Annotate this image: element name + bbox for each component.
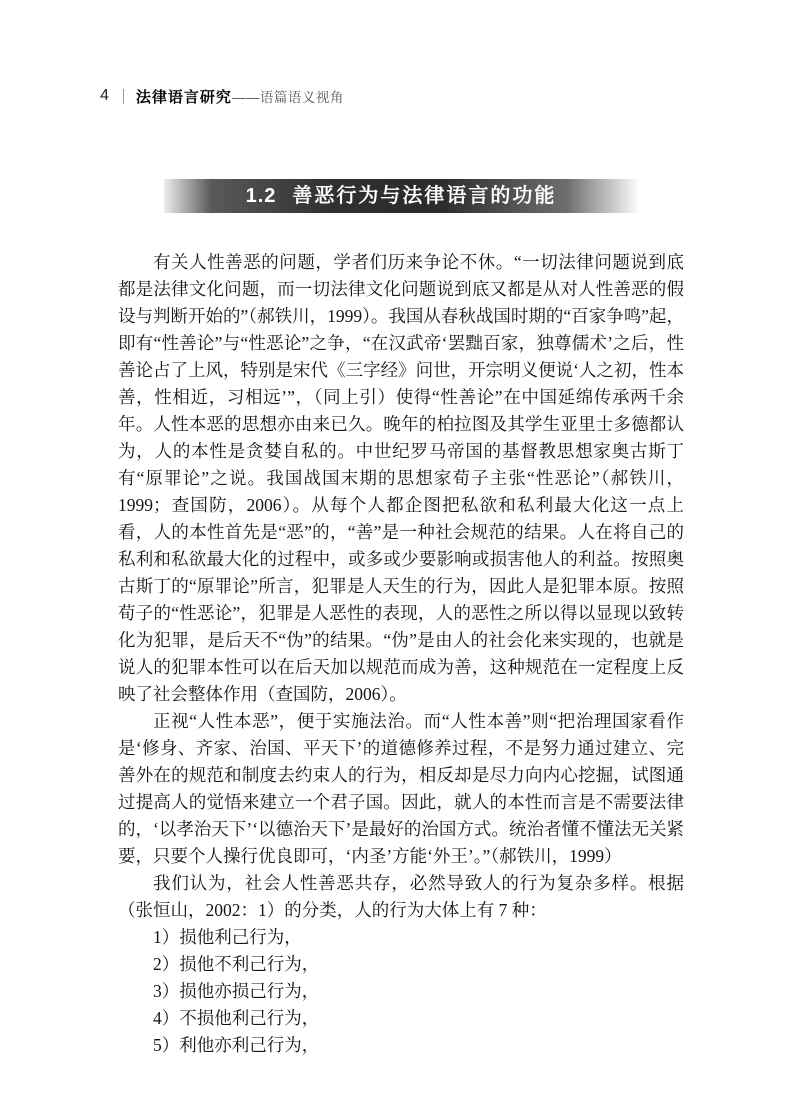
section-number: 1.2	[245, 185, 277, 207]
list-item-3: 3）损他亦损己行为，	[153, 981, 320, 1001]
header-divider	[123, 89, 124, 104]
behavior-list	[118, 924, 684, 1059]
section-title: 善恶行为与法律语言的功能	[292, 185, 557, 207]
page-header	[100, 86, 344, 106]
body-text	[118, 249, 684, 1059]
list-item-1: 1）损他利己行为，	[153, 927, 302, 947]
book-subtitle: ——语篇语义视角	[231, 90, 344, 105]
page-number: 4	[100, 87, 109, 104]
book-title: 法律语言研究	[135, 88, 232, 106]
paragraph-3: 我们认为，社会人性善恶共存，必然导致人的行为复杂多样。根据（张恒山，2002：1）的分类，人的行为大体上有 7 种：	[118, 873, 684, 920]
section-heading	[164, 179, 638, 213]
list-item-5: 5）利他亦利己行为，	[153, 1035, 320, 1055]
list-item-2: 2）损他不利己行为，	[153, 954, 320, 974]
list-item-4: 4）不损他利己行为，	[153, 1008, 320, 1028]
paragraph-2: 正视“人性本恶”，便于实施法治。而“人性本善”则“把治理国家看作是‘修身、齐家、治国、平天下’的道德修养过程，不是努力通过建立、完善外在的规范和制度去约束人的行为，相反却是尽力向内心挖掘，试图通过提高人的觉悟来建立一个君子国。因此，就人的本性而言是不需要法律的，‘以孝治天下’‘以德治天下’是最好的治国方式。统治者懂不懂法无关紧要，只要个人操行优良即可，‘内圣’方能‘外王’。”（郝铁川，1999）	[118, 711, 684, 866]
paragraph-1: 有关人性善恶的问题，学者们历来争论不休。“一切法律问题说到底都是法律文化问题，而一切法律文化问题说到底又都是从对人性善恶的假设与判断开始的”（郝铁川，1999）。我国从春秋战国时期的“百家争鸣”起，即有“性善论”与“性恶论”之争，“在汉武帝‘罢黜百家，独尊儒术’之后，性善论占了上风，特别是宋代《三字经》问世，开宗明义便说‘人之初，性本善，性相近，习相远’”，（同上引）使得“性善论”在中国延绵传承两千余年。人性本恶的思想亦由来已久。晚年的柏拉图及其学生亚里士多德都认为，人的本性是贪婪自私的。中世纪罗马帝国的基督教思想家奥古斯丁有“原罪论”之说。我国战国末期的思想家荀子主张“性恶论”（郝铁川，1999；查国防，2006）。从每个人都企图把私欲和私利最大化这一点上看，人的本性首先是“恶”的，“善”是一种社会规范的结果。人在将自己的私利和私欲最大化的过程中，或多或少要影响或损害他人的利益。按照奥古斯丁的“原罪论”所言，犯罪是人天生的行为，因此人是犯罪本原。按照荀子的“性恶论”，犯罪是人恶性的表现，人的恶性之所以得以显现以致转化为犯罪，是后天不“伪”的结果。“伪”是由人的社会化来实现的，也就是说人的犯罪本性可以在后天加以规范而成为善，这种规范在一定程度上反映了社会整体作用（查国防，2006）。	[118, 252, 684, 704]
